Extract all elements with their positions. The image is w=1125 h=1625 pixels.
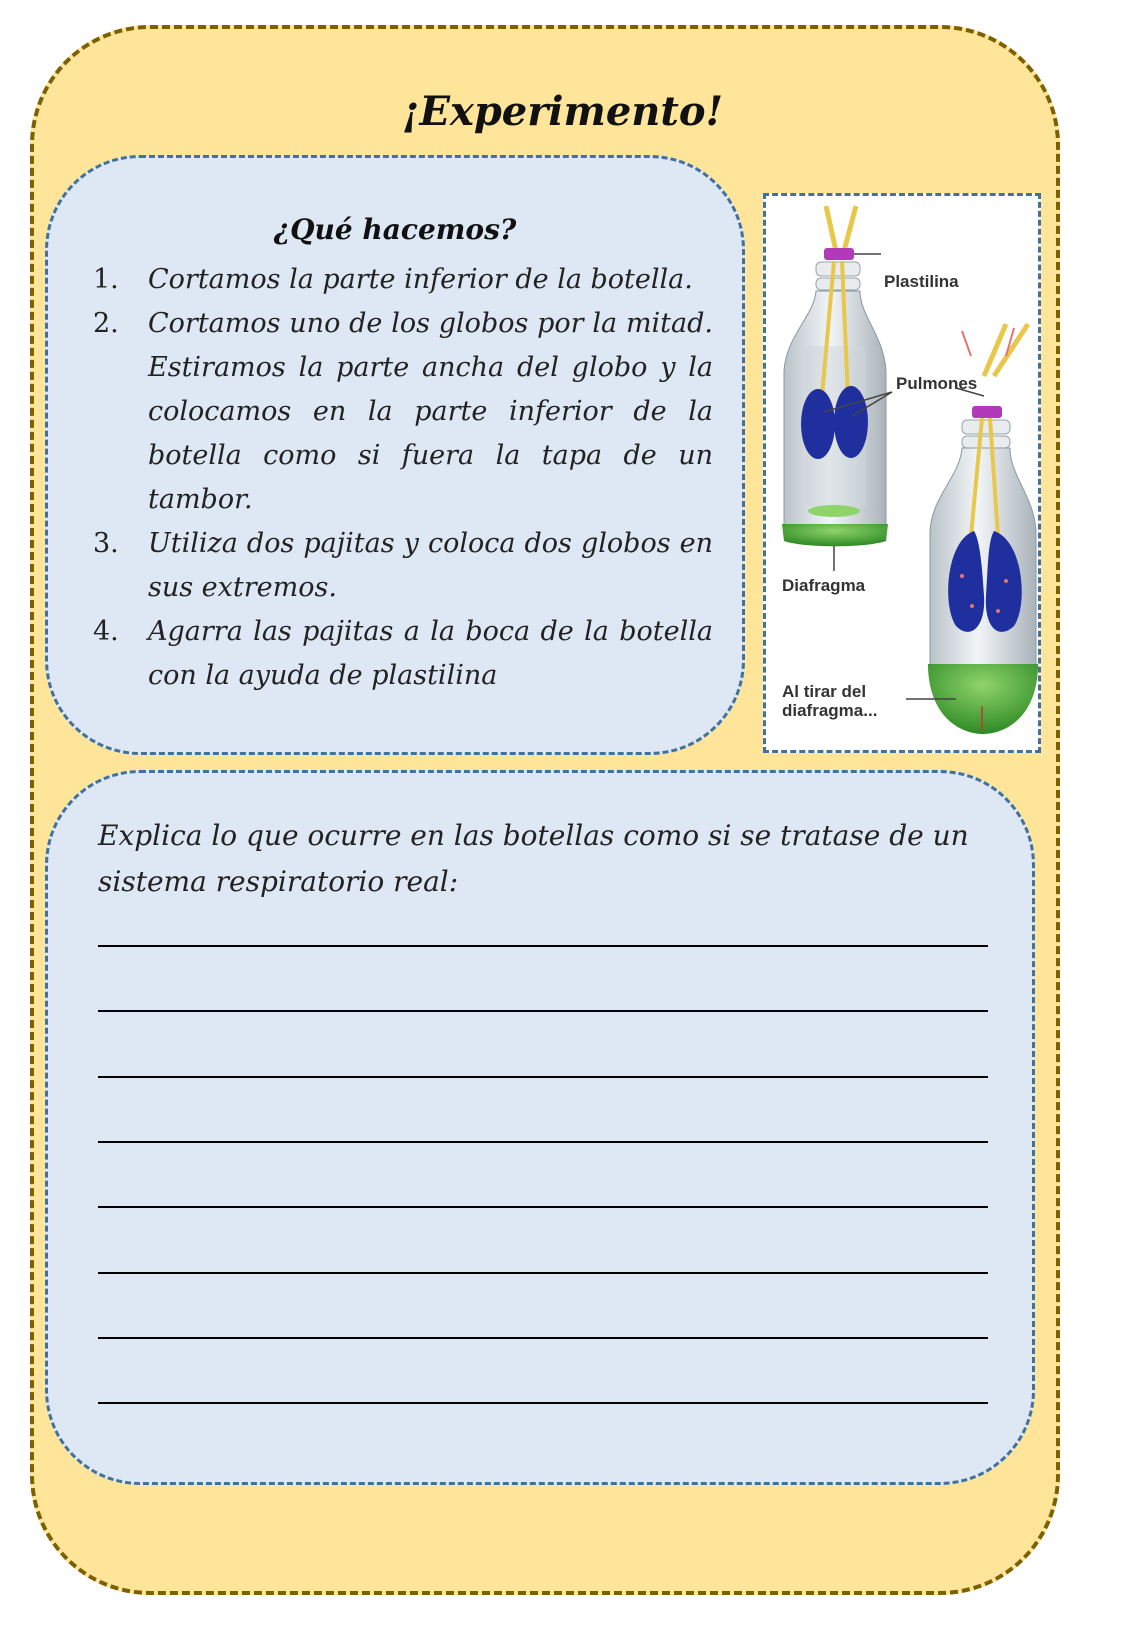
- answer-line[interactable]: [98, 1010, 988, 1012]
- label-pulmones: Pulmones: [896, 374, 978, 393]
- answer-line[interactable]: [98, 1402, 988, 1404]
- step-number: 2.: [93, 308, 119, 339]
- step-item: [93, 522, 713, 610]
- bottle-relaxed: [782, 206, 888, 546]
- answer-line[interactable]: [98, 945, 988, 947]
- lung-left: [801, 389, 835, 459]
- answer-line[interactable]: [98, 1272, 988, 1274]
- answer-line[interactable]: [98, 1141, 988, 1143]
- lung-right: [834, 386, 868, 458]
- answer-line[interactable]: [98, 1076, 988, 1078]
- step-number: 4.: [93, 616, 119, 647]
- label-tirar-line2: diafragma...: [782, 701, 878, 720]
- step-item: [93, 258, 713, 302]
- step-number: 1.: [93, 264, 119, 295]
- answer-line[interactable]: [98, 1206, 988, 1208]
- diaphragm-flat: [782, 524, 888, 546]
- step-text: Agarra las pajitas a la boca de la botella con la ayuda de plastilina: [148, 616, 713, 691]
- step-item: [93, 302, 713, 522]
- page-title: ¡Experimento!: [401, 88, 724, 135]
- step-text: Cortamos la parte inferior de la botella.: [148, 264, 693, 295]
- clay-plug: [824, 248, 854, 260]
- label-plastilina: Plastilina: [884, 272, 959, 291]
- answer-panel: [45, 770, 1035, 1485]
- steps-panel: [45, 155, 745, 755]
- question-prompt: Explica lo que ocurre en las botellas como si se tratase de un sistema respiratorio real:: [98, 819, 969, 898]
- step-text: Cortamos uno de los globos por la mitad. Estiramos la parte ancha del globo y la colocamos en la parte inferior de la botella como si fuera la tapa de un tambor.: [148, 308, 713, 515]
- step-item: [93, 610, 713, 698]
- label-tirar-line1: Al tirar del: [782, 682, 867, 701]
- steps-list: [93, 258, 713, 698]
- answer-line[interactable]: [98, 1337, 988, 1339]
- label-diafragma: Diafragma: [782, 576, 866, 595]
- step-text: Utiliza dos pajitas y coloca dos globos en sus extremos.: [148, 528, 713, 603]
- lung-model-figure: [763, 193, 1041, 753]
- steps-heading: ¿Qué hacemos?: [273, 213, 517, 246]
- step-number: 3.: [93, 528, 119, 559]
